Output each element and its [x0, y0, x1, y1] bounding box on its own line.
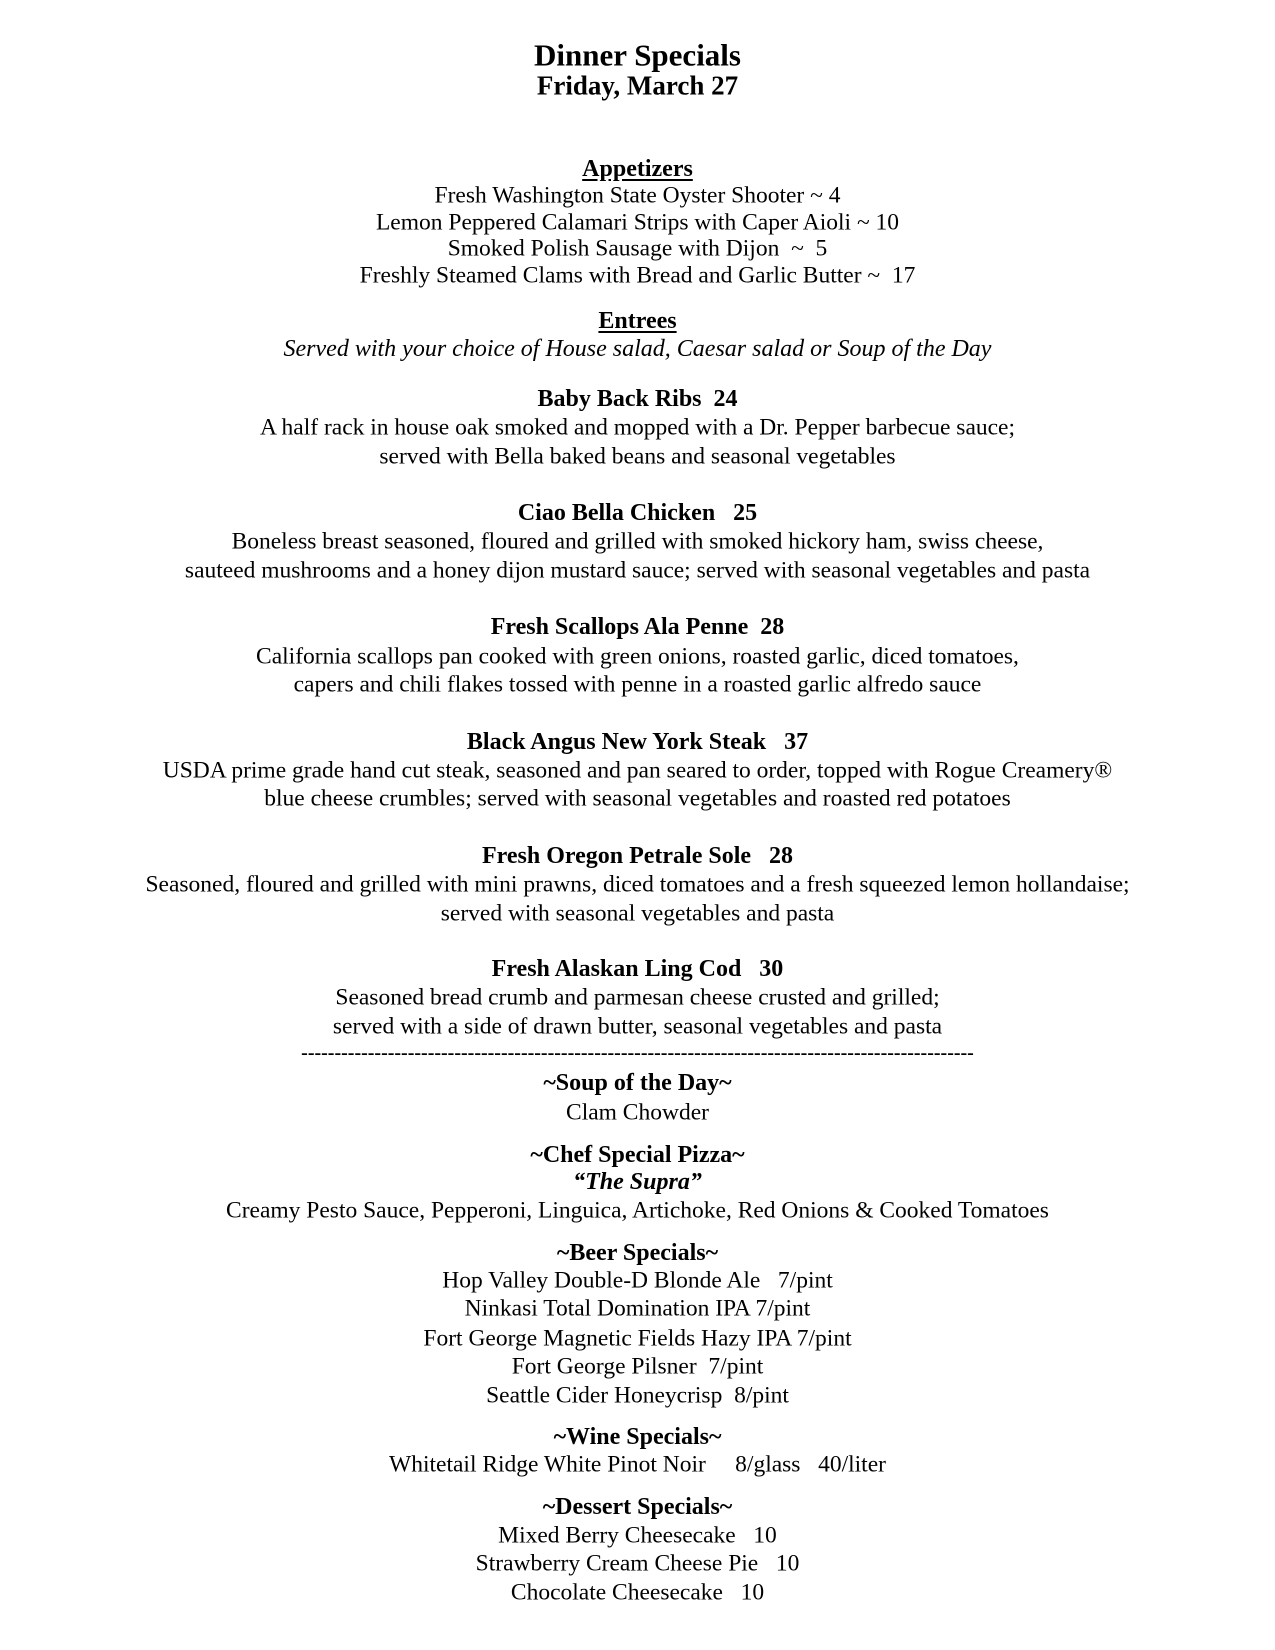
entree-desc: sauteed mushrooms and a honey dijon mustard sauce; served with seasonal vegetables and pasta [184, 557, 1091, 584]
appetizers-heading: Appetizers [582, 156, 693, 182]
beer-item: Ninkasi Total Domination IPA 7/pint [464, 1295, 811, 1322]
pizza-heading: ~Chef Special Pizza~ [530, 1142, 745, 1168]
entrees-note: Served with your choice of House salad, Caesar salad or Soup of the Day [283, 336, 992, 362]
entree-desc: served with seasonal vegetables and pasta [440, 900, 835, 927]
dessert-heading: ~Dessert Specials~ [542, 1494, 733, 1520]
entree-name: Fresh Oregon Petrale Sole 28 [481, 843, 794, 869]
soup-heading: ~Soup of the Day~ [543, 1070, 732, 1096]
entree-desc: Boneless breast seasoned, floured and grilled with smoked hickory ham, swiss cheese, [231, 528, 1044, 555]
entree-desc: Seasoned, floured and grilled with mini prawns, diced tomatoes and a fresh squeezed lemon hollandaise; [145, 871, 1130, 898]
entree-desc: A half rack in house oak smoked and mopped with a Dr. Pepper barbecue sauce; [259, 414, 1016, 441]
entree-desc: capers and chili flakes tossed with penne in a roasted garlic alfredo sauce [293, 671, 982, 698]
entree-name: Fresh Scallops Ala Penne 28 [490, 614, 785, 640]
entree-desc: blue cheese crumbles; served with seasonal vegetables and roasted red potatoes [264, 785, 1011, 812]
entree-name: Black Angus New York Steak 37 [466, 729, 809, 755]
beer-item: Hop Valley Double-D Blonde Ale 7/pint [442, 1267, 833, 1294]
dessert-item: Mixed Berry Cheesecake 10 [498, 1522, 777, 1549]
entree-name: Fresh Alaskan Ling Cod 30 [491, 956, 784, 982]
wine-item: Whitetail Ridge White Pinot Noir 8/glass 40/liter [389, 1451, 886, 1478]
appetizer-item: Fresh Washington State Oyster Shooter ~ 4 [434, 182, 841, 209]
beer-item: Seattle Cider Honeycrisp 8/pint [486, 1382, 789, 1409]
entree-name: Baby Back Ribs 24 [537, 386, 738, 412]
entree-desc: served with a side of drawn butter, seasonal vegetables and pasta [332, 1013, 943, 1040]
beer-heading: ~Beer Specials~ [556, 1240, 719, 1266]
entree-desc: California scallops pan cooked with green onions, roasted garlic, diced tomatoes, [256, 643, 1019, 670]
soup-item: Clam Chowder [566, 1099, 709, 1126]
entree-name: Ciao Bella Chicken 25 [517, 500, 758, 526]
wine-heading: ~Wine Specials~ [553, 1424, 722, 1450]
beer-item: Fort George Pilsner 7/pint [511, 1353, 764, 1380]
pizza-toppings: Creamy Pesto Sauce, Pepperoni, Linguica, Artichoke, Red Onions & Cooked Tomatoes [226, 1197, 1049, 1224]
dashed-divider: ----------------------------------------------------------------------------------------------------- [301, 1043, 974, 1063]
dessert-item: Strawberry Cream Cheese Pie 10 [475, 1550, 800, 1577]
appetizer-item: Freshly Steamed Clams with Bread and Garlic Butter ~ 17 [359, 262, 916, 289]
dessert-item: Chocolate Cheesecake 10 [510, 1579, 765, 1606]
pizza-name: “The Supra” [573, 1169, 702, 1195]
appetizer-item: Smoked Polish Sausage with Dijon ~ 5 [447, 235, 828, 262]
page-title: Dinner Specials [534, 37, 741, 73]
menu-date: Friday, March 27 [536, 70, 739, 101]
entrees-heading: Entrees [598, 308, 677, 334]
appetizer-item: Lemon Peppered Calamari Strips with Caper Aioli ~ 10 [375, 209, 900, 236]
entree-desc: Seasoned bread crumb and parmesan cheese crusted and grilled; [335, 984, 940, 1011]
entree-desc: USDA prime grade hand cut steak, seasoned and pan seared to order, topped with Rogue Creamery® [162, 757, 1113, 784]
entree-desc: served with Bella baked beans and seasonal vegetables [379, 443, 896, 470]
beer-item: Fort George Magnetic Fields Hazy IPA 7/pint [423, 1325, 852, 1352]
